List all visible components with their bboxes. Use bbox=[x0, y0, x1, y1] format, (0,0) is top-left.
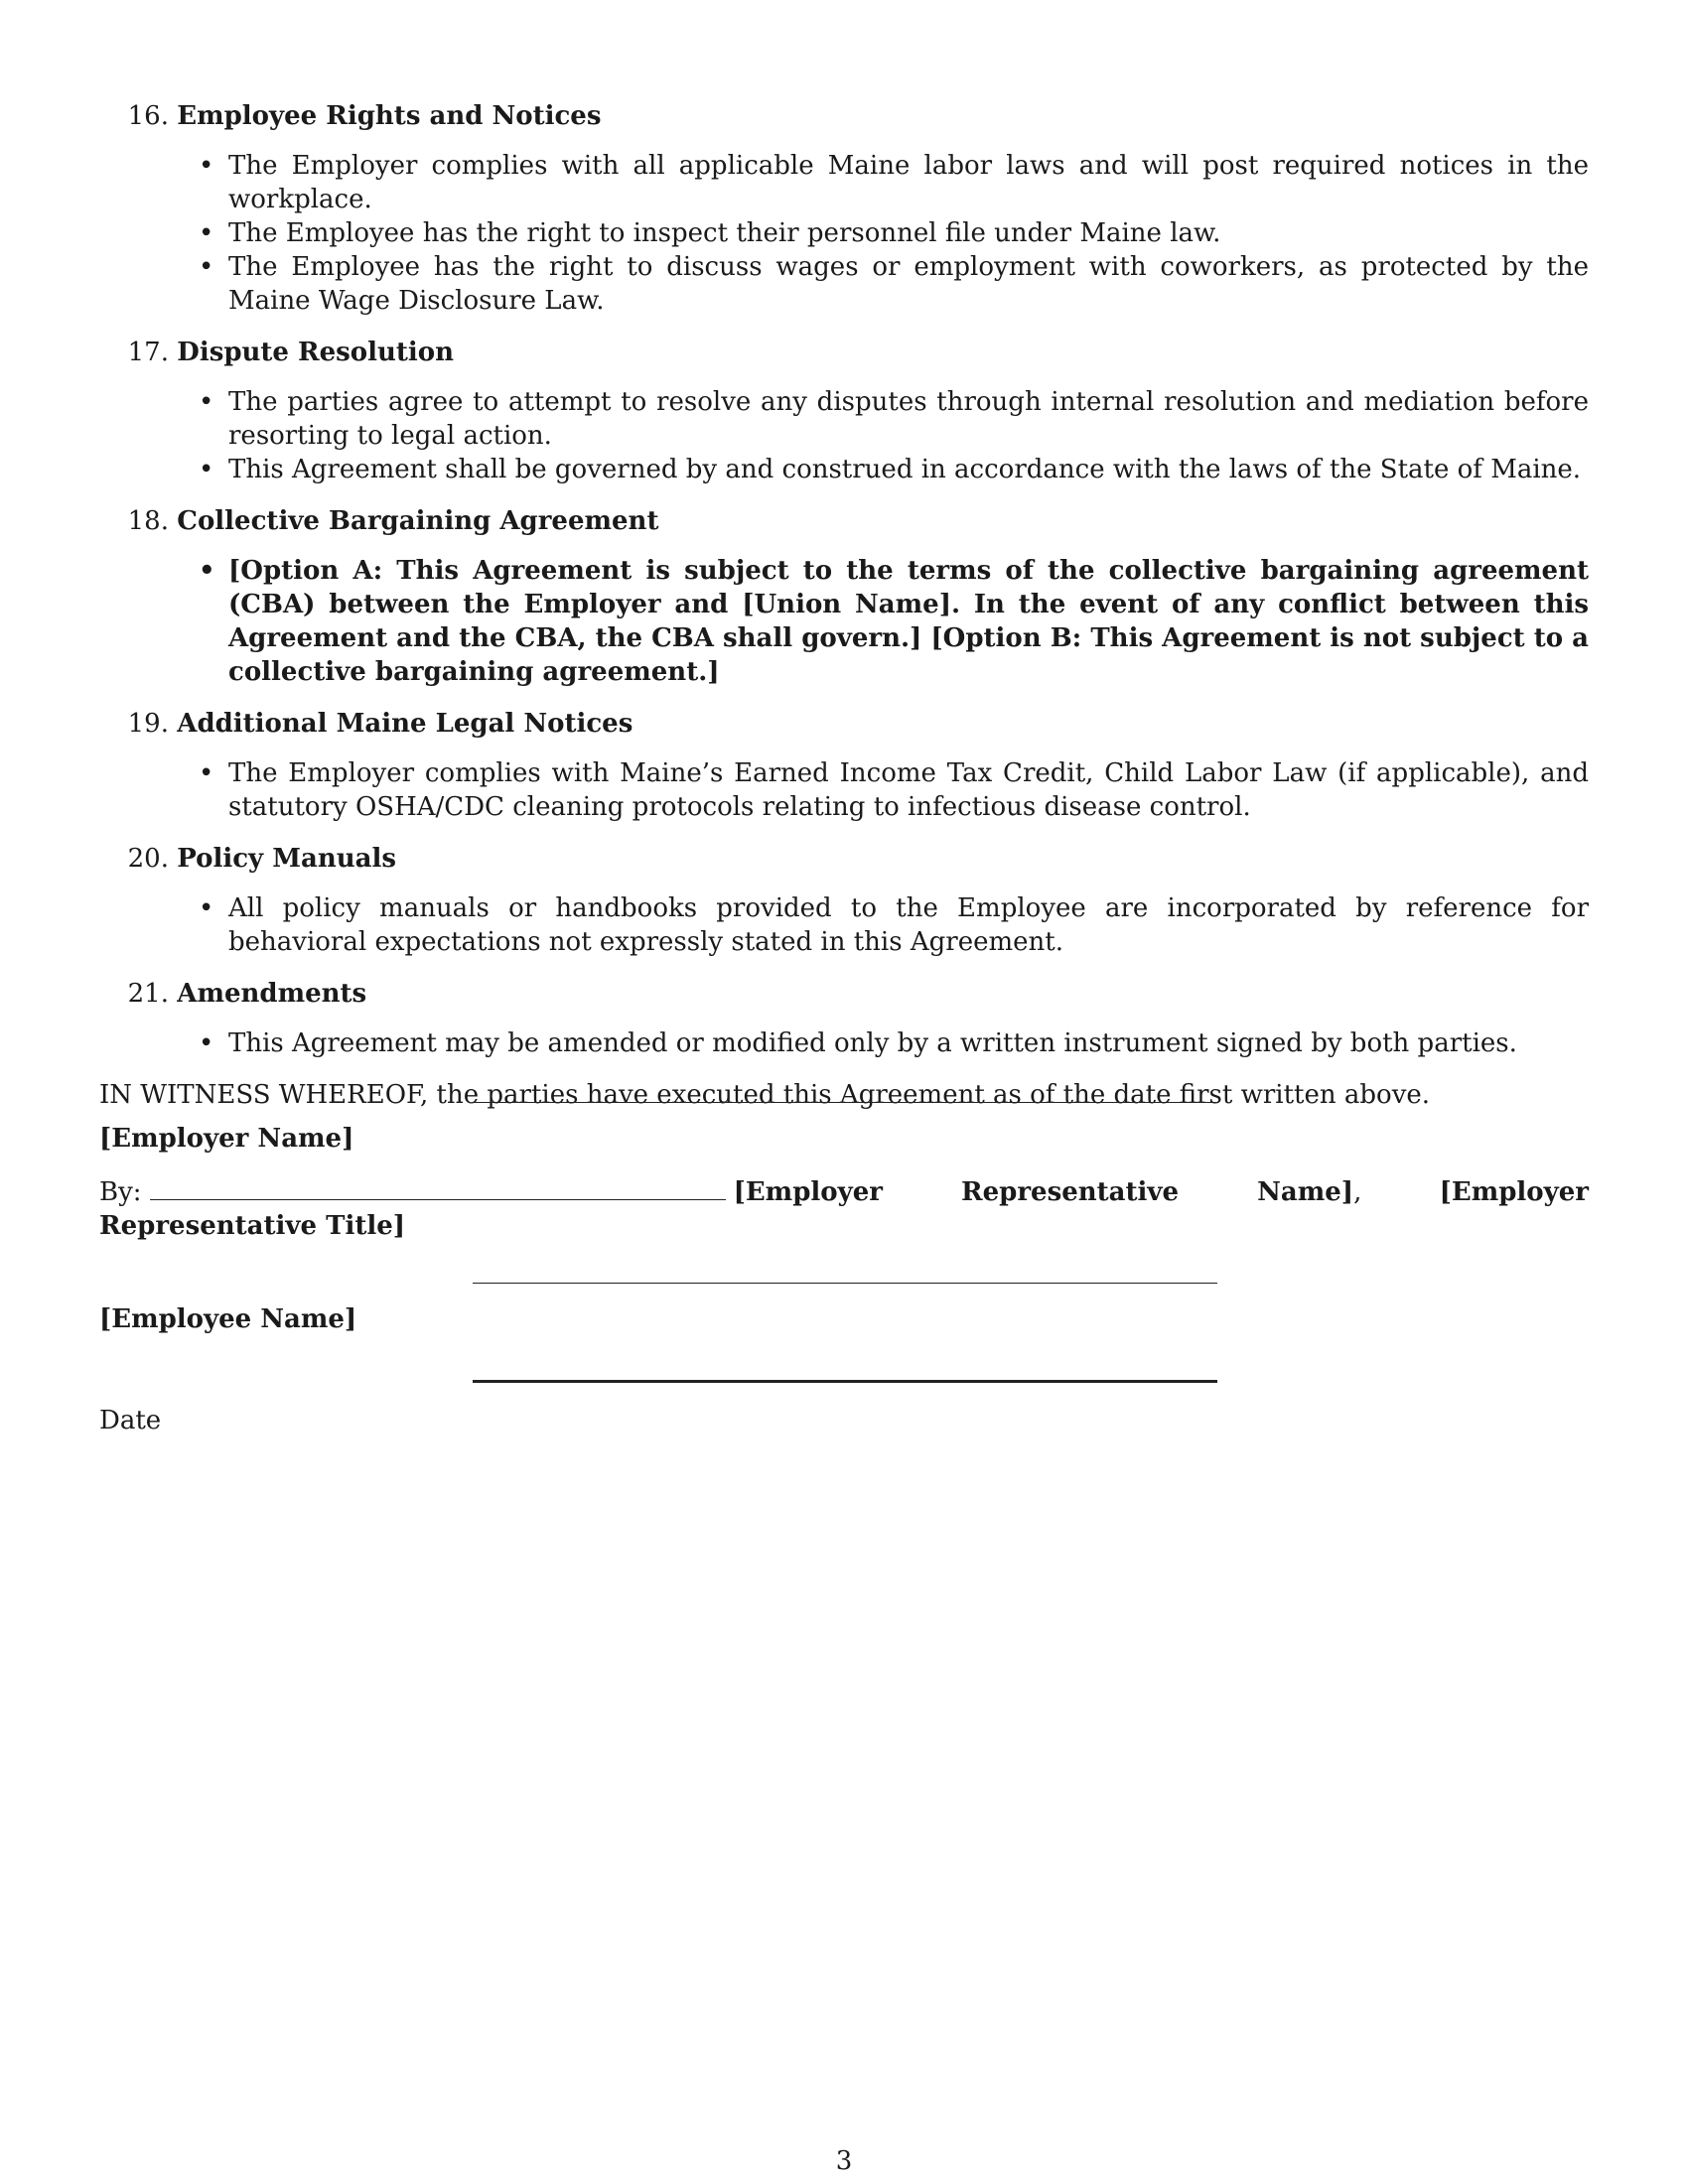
employee-signature-line bbox=[473, 1283, 1217, 1284]
section-title: Additional Maine Legal Notices bbox=[177, 709, 633, 739]
document-page bbox=[99, 99, 1589, 1112]
employee-name: [Employee Name] bbox=[99, 1304, 357, 1334]
section-number: 19. bbox=[127, 709, 169, 739]
section-title: Collective Bargaining Agreement bbox=[177, 506, 659, 536]
section-title: Policy Manuals bbox=[177, 844, 396, 874]
section-number: 17. bbox=[127, 338, 169, 367]
section-18 bbox=[99, 504, 1589, 689]
bullet-list bbox=[99, 554, 1589, 689]
date-line bbox=[473, 1380, 1217, 1383]
employer-signature-line bbox=[473, 1102, 1217, 1103]
date-label: Date bbox=[99, 1406, 162, 1435]
section-19 bbox=[99, 707, 1589, 824]
by-label: By: bbox=[99, 1177, 142, 1207]
list-item: • All policy manuals or handbooks provided to the Employee are incorporated by reference for behavioral expectations not expressly stated in this Agreement. bbox=[228, 891, 1589, 959]
section-20 bbox=[99, 842, 1589, 959]
section-number: 16. bbox=[127, 101, 169, 131]
list-item: • The Employee has the right to inspect their personnel file under Maine law. bbox=[228, 216, 1589, 250]
list-item: • The Employer complies with Maine’s Earned Income Tax Credit, Child Labor Law (if applicable), and statutory OSHA/CDC cleaning protocols relating to infectious disease control. bbox=[228, 756, 1589, 824]
bullet-list bbox=[99, 385, 1589, 486]
section-title: Dispute Resolution bbox=[177, 338, 455, 367]
rep-title: [Employer Representative Title] bbox=[99, 1177, 1590, 1241]
employer-name: [Employer Name] bbox=[99, 1124, 354, 1154]
section-title: Amendments bbox=[177, 979, 367, 1009]
list-item: • This Agreement shall be governed by and construed in accordance with the laws of the State of Maine. bbox=[228, 453, 1589, 486]
rep-separator: , bbox=[1353, 1177, 1440, 1207]
bullet-list bbox=[99, 891, 1589, 959]
bullet-list bbox=[99, 149, 1589, 318]
section-number: 20. bbox=[127, 844, 169, 874]
by-line bbox=[99, 1173, 1589, 1243]
by-signature-blank bbox=[150, 1173, 726, 1200]
section-16 bbox=[99, 99, 1589, 318]
list-item: • This Agreement may be amended or modified only by a written instrument signed by both parties. bbox=[228, 1026, 1589, 1060]
list-item: • The Employee has the right to discuss wages or employment with coworkers, as protected by the Maine Wage Disclosure Law. bbox=[228, 250, 1589, 318]
section-number: 18. bbox=[127, 506, 169, 536]
section-number: 21. bbox=[127, 979, 169, 1009]
section-title: Employee Rights and Notices bbox=[177, 101, 602, 131]
witness-clause: IN WITNESS WHEREOF, the parties have executed this Agreement as of the date first written above. bbox=[99, 1080, 1431, 1110]
bullet-list bbox=[99, 756, 1589, 824]
list-item: • The parties agree to attempt to resolve any disputes through internal resolution and mediation before resorting to legal action. bbox=[228, 385, 1589, 453]
list-item: • [Option A: This Agreement is subject to the terms of the collective bargaining agreement (CBA) between the Employer and [Union Name]. In the event of any conflict between this Agreement and the CBA, the CBA shall govern.] [Option B: This Agreement is not subject to a collective bargaining agreement.] bbox=[228, 554, 1589, 689]
list-item: • The Employer complies with all applicable Maine labor laws and will post required notices in the workplace. bbox=[228, 149, 1589, 216]
section-17 bbox=[99, 336, 1589, 486]
page-number: 3 bbox=[835, 2146, 853, 2176]
rep-name: [Employer Representative Name] bbox=[733, 1177, 1354, 1207]
bullet-list bbox=[99, 1026, 1589, 1060]
section-21 bbox=[99, 977, 1589, 1060]
